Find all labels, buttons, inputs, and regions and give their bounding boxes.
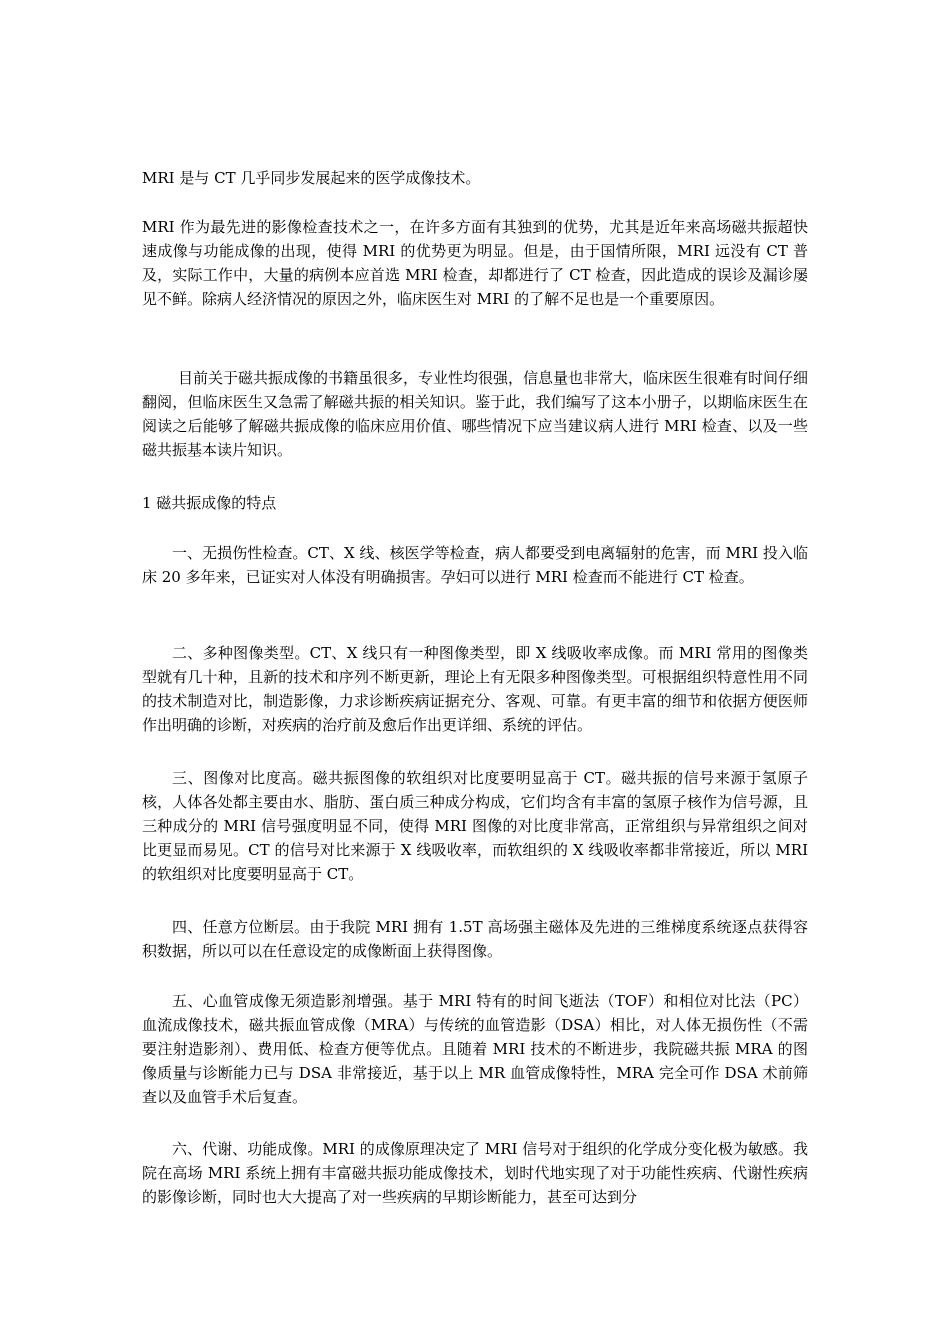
feature-item-5: 五、心血管成像无须造影剂增强。基于 MRI 特有的时间飞逝法（TOF）和相位对比法（PC）血流成像技术，磁共振血管成像（MRA）与传统的血管造影（DSA）相比，对人体无损伤性（不需要注射造影剂）、费用低、检查方便等优点。且随着 MRI 技术的不断进步，我院磁共振 MRA 的图像质量与诊断能力已与 DSA 非常接近，基于以上 MR 血管成像特性，MRA 完全可作 DSA 术前筛查以及血管手术后复查。 xyxy=(142,992,808,1106)
feature-item-1: 一、无损伤性检查。CT、X 线、核医学等检查，病人都要受到电离辐射的危害，而 MRI 投入临床 20 多年来，已证实对人体没有明确损害。孕妇可以进行 MRI 检查而不能进行 CT 检查。 xyxy=(142,544,808,586)
feature-item-2: 二、多种图像类型。CT、X 线只有一种图像类型，即 X 线吸收率成像。而 MRI 常用的图像类型就有几十种，且新的技术和序列不断更新，理论上有无限多种图像类型。可根据组织特意性用不同的技术制造对比，制造影像，力求诊断疾病证据充分、客观、可靠。有更丰富的细节和依据方便医师作出明确的诊断，对疾病的治疗前及愈后作出更详细、系统的评估。 xyxy=(142,644,808,734)
section-heading-features: 1 磁共振成像的特点 xyxy=(142,494,277,512)
feature-item-4: 四、任意方位断层。由于我院 MRI 拥有 1.5T 高场强主磁体及先进的三维梯度系统逐点获得容积数据，所以可以在任意设定的成像断面上获得图像。 xyxy=(142,918,808,960)
intro-sentence: MRI 是与 CT 几乎同步发展起来的医学成像技术。 xyxy=(142,169,481,187)
paragraph-mri-advantages: MRI 作为最先进的影像检查技术之一，在许多方面有其独到的优势，尤其是近年来高场磁共振超快速成像与功能成像的出现，使得 MRI 的优势更为明显。但是，由于国情所限，MRI 远没有 CT 普及，实际工作中，大量的病例本应首选 MRI 检查，却都进行了 CT 检查，因此造成的误诊及漏诊屡见不鲜。除病人经济情况的原因之外，临床医生对 MRI 的了解不足也是一个重要原因。 xyxy=(142,218,808,308)
feature-item-3: 三、图像对比度高。磁共振图像的软组织对比度要明显高于 CT。磁共振的信号来源于氢原子核，人体各处都主要由水、脂肪、蛋白质三种成分构成，它们均含有丰富的氢原子核作为信号源，且三种成分的 MRI 信号强度明显不同，使得 MRI 图像的对比度非常高，正常组织与异常组织之间对比更显而易见。CT 的信号对比来源于 X 线吸收率，而软组织的 X 线吸收率都非常接近，所以 MRI 的软组织对比度要明显高于 CT。 xyxy=(142,769,808,883)
paragraph-book-purpose: 目前关于磁共振成像的书籍虽很多，专业性均很强，信息量也非常大，临床医生很难有时间仔细翻阅，但临床医生又急需了解磁共振的相关知识。鉴于此，我们编写了这本小册子，以期临床医生在阅读之后能够了解磁共振成像的临床应用价值、哪些情况下应当建议病人进行 MRI 检查、以及一些磁共振基本读片知识。 xyxy=(142,369,809,459)
feature-item-6: 六、代谢、功能成像。MRI 的成像原理决定了 MRI 信号对于组织的化学成分变化极为敏感。我院在高场 MRI 系统上拥有丰富磁共振功能成像技术，划时代地实现了对于功能性疾病、代谢性疾病的影像诊断，同时也大大提高了对一些疾病的早期诊断能力，甚至可达到分 xyxy=(142,1140,808,1206)
